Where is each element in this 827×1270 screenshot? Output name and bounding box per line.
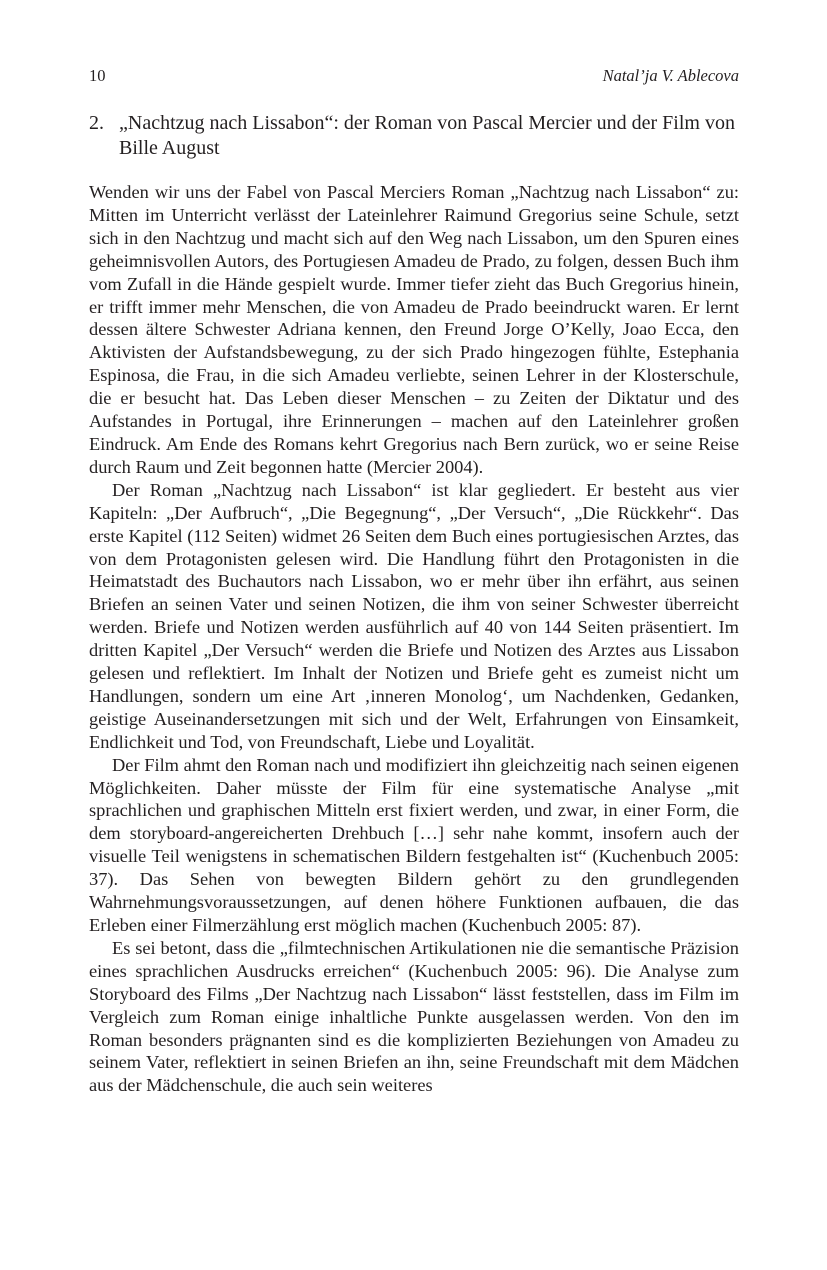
section-title: „Nachtzug nach Lissabon“: der Roman von Pascal Mercier und der Film von Bille August [119, 112, 735, 159]
paragraph: Der Roman „Nachtzug nach Lissabon“ ist klar gegliedert. Er besteht aus vier Kapiteln: „Der Aufbruch“, „Die Begegnung“, „Der Versuch“, „Die Rückkehr“. Das erste Kapitel (112 Seiten) widmet 26 Seiten dem Buch eines portugiesischen Arztes, das von dem Protagonisten gelesen wird. Die Handlung führt den Protagonisten in die Heimatstadt des Buchautors nach Lissabon, wo er mehr über ihn erfährt, aus seinen Briefen an seinen Vater und seinen Notizen, die ihm von seiner Schwester überreicht werden. Briefe und Notizen werden ausführlich auf 40 von 144 Seiten präsentiert. Im dritten Kapitel „Der Versuch“ werden die Briefe und Notizen des Arztes aus Lissabon gelesen und reflektiert. Im Inhalt der Notizen und Briefe geht es zumeist nicht um Handlungen, sondern um eine Art ‚inneren Monolog‘, um Nachdenken, Gedanken, geistige Auseinandersetzungen mit sich und der Welt, Erfahrungen von Einsamkeit, Endlichkeit und Tod, von Freundschaft, Liebe und Loyalität. [89, 479, 739, 752]
running-head [89, 66, 739, 88]
section-heading [89, 111, 739, 161]
running-head-author: Natal’ja V. Ablecova [602, 66, 739, 85]
paragraph: Es sei betont, dass die „filmtechnischen Artikulationen nie die semantische Präzision eines sprachlichen Ausdrucks erreichen“ (Kuchenbuch 2005: 96). Die Analyse zum Storyboard des Films „Der Nachtzug nach Lissabon“ lässt feststellen, dass im Film im Vergleich zum Roman einige inhaltliche Punkte ausgelassen werden. Von den im Roman besonders prägnanten sind es die komplizierten Beziehungen von Amadeu zu seinem Vater, reflektiert in seinen Briefen an ihn, seine Freundschaft mit dem Mädchen aus der Mädchenschule, die auch sein weiteres [89, 937, 739, 1096]
paragraph: Wenden wir uns der Fabel von Pascal Merciers Roman „Nachtzug nach Lissabon“ zu: Mitten im Unterricht verlässt der Lateinlehrer Raimund Gregorius seine Schule, setzt sich in den Nachtzug und macht sich auf den Weg nach Lissabon, um den Spuren eines geheimnisvollen Autors, des Portugiesen Amadeu de Prado, zu folgen, dessen Buch ihm vom Zufall in die Hände gespielt wurde. Immer tiefer zieht das Buch Gregorius hinein, er trifft immer mehr Menschen, die von Amadeu de Prado beeindruckt waren. Er lernt dessen ältere Schwester Adriana kennen, den Freund Jorge O’Kelly, Joao Ecca, den Aktivisten der Aufstandsbewegung, zu der sich Prado hingezogen fühlte, Estephania Espinosa, die Frau, in die sich Amadeu verliebte, seinen Lehrer in der Klosterschule, die er besucht hat. Das Leben dieser Menschen – zu Zeiten der Diktatur und des Aufstandes in Portugal, ihre Erinnerungen – machen auf den Lateinlehrer großen Eindruck. Am Ende des Romans kehrt Gregorius nach Bern zurück, wo er seine Reise durch Raum und Zeit begonnen hatte (Mercier 2004). [89, 182, 739, 477]
page-number: 10 [89, 66, 106, 85]
body-text [89, 181, 739, 1097]
section-number: 2. [89, 112, 104, 134]
paragraph: Der Film ahmt den Roman nach und modifiziert ihn gleichzeitig nach seinen eigenen Möglichkeiten. Daher müsste der Film für eine systematische Analyse „mit sprachlichen und graphischen Mitteln erst fixiert werden, und zwar, in einer Form, die dem storyboard-angereicherten Drehbuch […] sehr nahe kommt, insofern auch der visuelle Teil wenigstens in schematischen Bildern festgehalten ist“ (Kuchenbuch 2005: 37). Das Sehen von bewegten Bildern gehört zu den grundlegenden Wahrnehmungsvoraussetzungen, auf denen höhere Funktionen aufbauen, die das Erleben einer Filmerzählung erst möglich machen (Kuchenbuch 2005: 87). [89, 754, 739, 935]
